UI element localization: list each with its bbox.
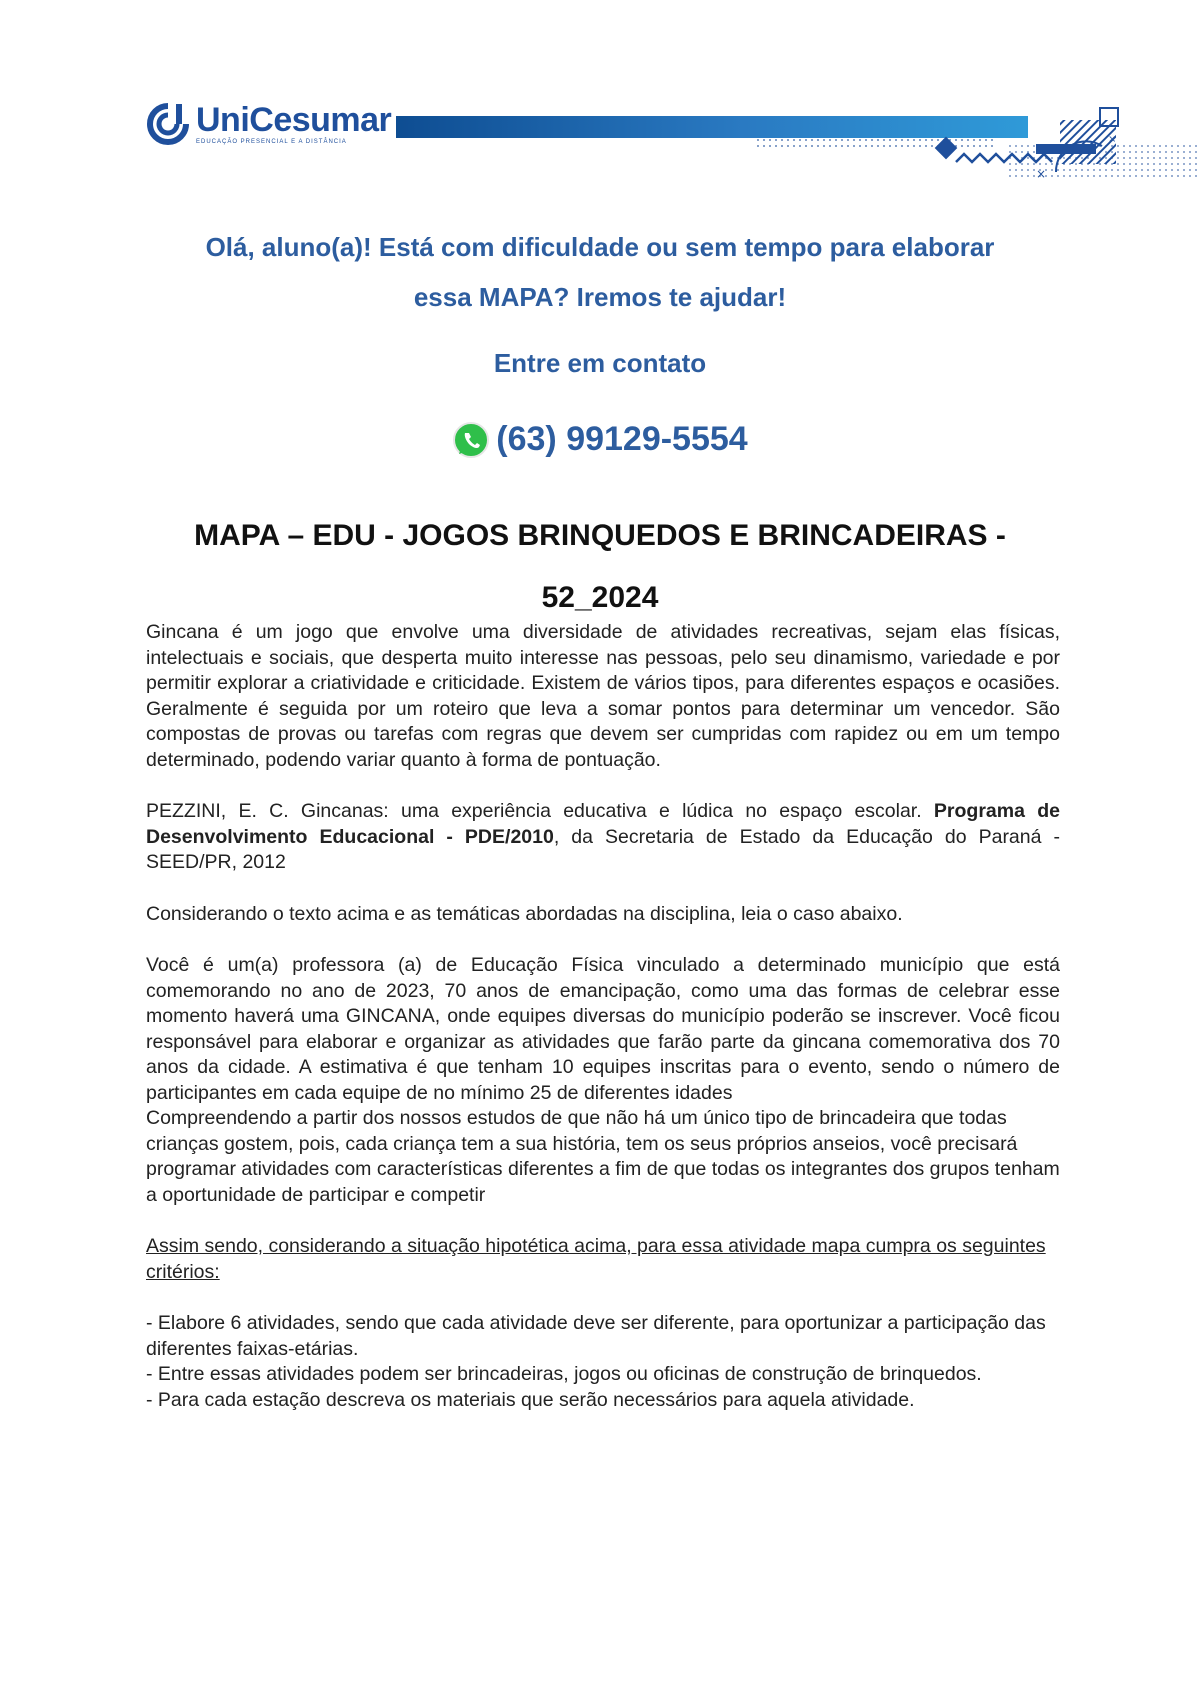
promo-line-1: Olá, aluno(a)! Está com dificuldade ou sem tempo para elaborar [205, 232, 995, 262]
reference-text: PEZZINI, E. C. Gincanas: uma experiência educativa e lúdica no espaço escolar. [146, 800, 934, 822]
svg-text:×: × [1108, 134, 1117, 145]
logo-brand-name: UniCesumar [196, 101, 392, 139]
title-line-2: 52_2024 [541, 581, 659, 614]
case-paragraph: Você é um(a) professora (a) de Educação Física vinculado a determinado município que está comemorando no ano de 2023, 70 anos de emancipação, como uma das formas de celebrar esse momento haverá uma GINCANA, onde equipes diversas do município poderão se inscrever. Você ficou responsável para elaborar e organizar as atividades que farão parte da gincana comemorativa dos 70 anos da cidade. A estimativa é que tenham 10 equipes inscritas para o evento, sendo o número de participantes em cada equipe de no mínimo 25 de diferentes idades [146, 954, 1060, 1104]
title-line-1: MAPA – EDU - JOGOS BRINQUEDOS E BRINCADEIRAS - [194, 519, 1006, 552]
contact-heading: Entre em contato [493, 348, 707, 378]
criteria-item: - Entre essas atividades podem ser brincadeiras, jogos ou oficinas de construção de brinquedos. [146, 1363, 982, 1385]
reference-source: , da Secretaria de Estado da Educação do Paraná - SEED/PR, 2012 [146, 825, 1060, 873]
svg-text:×: × [1036, 167, 1047, 181]
criteria-item: - Para cada estação descreva os materiais que serão necessários para aquela atividade. [146, 1388, 915, 1411]
header-decoration [756, 96, 1200, 196]
promo-line-2: essa MAPA? Iremos te ajudar! [413, 282, 787, 312]
phone-number[interactable]: (63) 99129-5554 [496, 420, 748, 458]
understanding-paragraph: Compreendendo a partir dos nossos estudos de que não há um único tipo de brincadeira que todas crianças gostem, pois, cada criança tem a sua história, tem os seus próprios anseios, você precisará programar atividades com características diferentes a fim de que todas os integrantes dos grupos tenham a oportunidade de participar e competir [146, 1107, 1060, 1206]
criteria-heading: Assim sendo, considerando a situação hipotética acima, para essa atividade mapa cumpra os seguintes critérios: [146, 1235, 1046, 1283]
document-title [130, 505, 1070, 629]
whatsapp-icon [452, 421, 490, 459]
reference-paragraph [146, 799, 1060, 876]
phone-contact [0, 420, 1200, 459]
document-header [146, 96, 1117, 196]
reference-title: Programa de Desenvolvimento Educacional - PDE/2010 [146, 800, 1060, 848]
consider-paragraph: Considerando o texto acima e as temáticas abordadas na disciplina, leia o caso abaixo. [146, 902, 903, 925]
logo-tagline: EDUCAÇÃO PRESENCIAL E A DISTÂNCIA [196, 139, 347, 145]
unicesumar-logo [146, 102, 391, 146]
intro-paragraph: Gincana é um jogo que envolve uma diversidade de atividades recreativas, sejam elas físicas, intelectuais e sociais, que desperta muito interesse nas pessoas, pelo seu dinamismo, variedade e por permitir explorar a criatividade e criticidade. Existem de vários tipos, para diferentes espaços e ocasiões. Geralmente é seguida por um roteiro que leva a somar pontos para determinar um vencedor. São compostas de provas ou tarefas com regras que devem ser cumpridas com rapidez ou em um tempo determinado, podendo variar quanto à forma de pontuação. [146, 621, 1060, 771]
criteria-item: - Elabore 6 atividades, sendo que cada atividade deve ser diferente, para oportunizar a participação das diferentes faixas-etárias. [146, 1312, 1046, 1360]
unicesumar-logo-icon [146, 102, 192, 146]
promo-message [130, 222, 1070, 322]
document-body [146, 620, 1060, 1413]
